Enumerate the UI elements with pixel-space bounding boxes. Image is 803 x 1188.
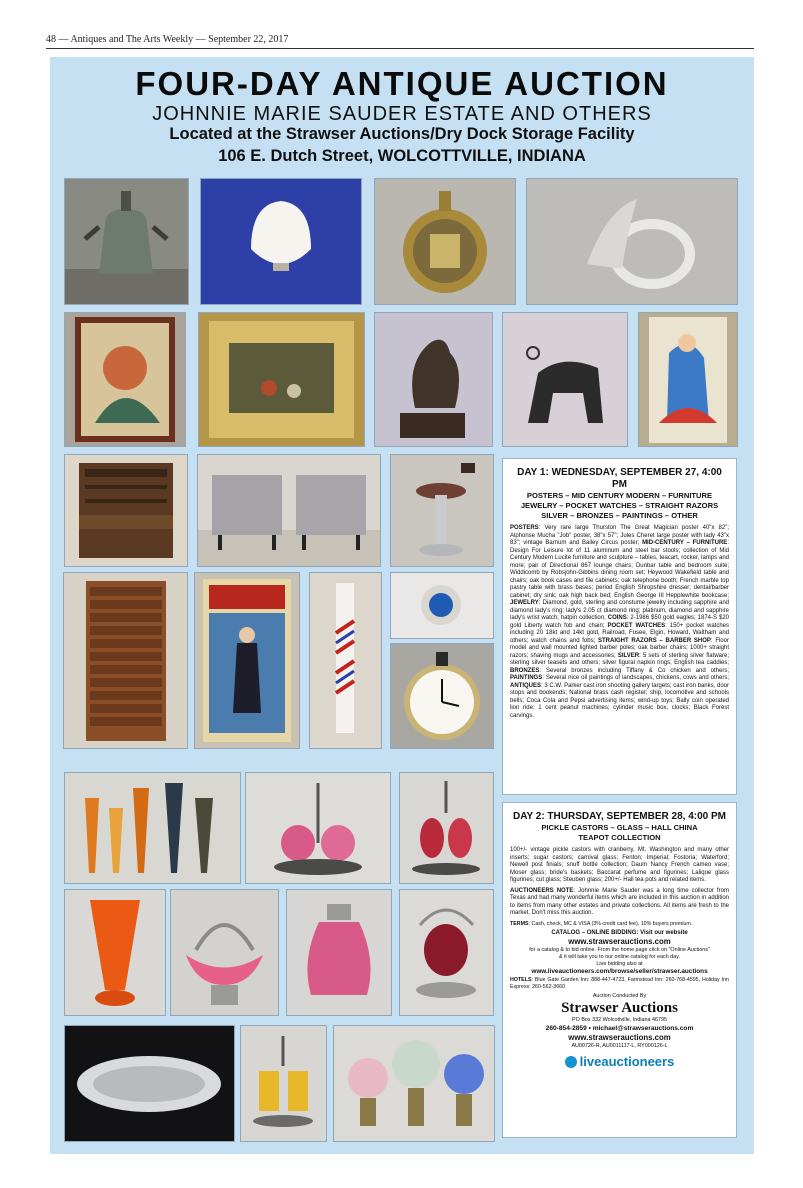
day1-body-text: : Design For Leisure lot of 11 aluminum and steel bar stools; collection of Mid Century Modern Lucite furniture and sculpture – tables, teacart, rocker, lamps and more; pair of Directional 867 lounge chairs; Dunbar table and bedroom suite; Widdicomb by Robsjohn-Gibbins dining room set; Heywood Wakefield table and chairs; oak book cases and file cabinets; oak telephone booth; French marble top pastry table with brass bases; period English Shropshire dresser; dental/barber cabinet; dry sink; oak high back bed; English George III Hepplewhite bookcase; (510, 540, 729, 599)
day2-body: 100+/- vintage pickle castors with cranberry, Mt. Washington and many other inserts; sugar castors; carnival glass; Fenton; Imperial; Fostoria; Waterford; Newell post finials; snuff bottle collection; Daum Nancy French cameo vase; Moser glass; bride's baskets; Baccarat perfume and figurines; Lalique glass figurines; cut glass; Steuben glass; 200+/- Hall tea pots and related items. (510, 847, 729, 883)
day1-body-text: : Very rare large Thurston The Great Magician poster 40"x 82"; Alphonse Mucha "Job" poster, 38"x 57"; Jules Cheret large poster with lady 43"x 83"; vintage Barnum and Bailey Circus poster; (510, 525, 729, 546)
photo-cheret-poster (638, 312, 738, 447)
brand-website[interactable]: www.strawserauctions.com (568, 1033, 671, 1042)
terms-label: TERMS (510, 920, 529, 927)
day1-categories (510, 491, 729, 521)
photo-bronze-rooster (374, 312, 493, 447)
day1-body-label: SILVER (617, 652, 640, 659)
photo-newell-post-finials (333, 1025, 495, 1142)
day2-panel (502, 802, 737, 1138)
brand-name: Strawser Auctions (561, 1000, 678, 1016)
day1-body-label: PAINTINGS (510, 675, 543, 681)
photo-bar-stool (390, 454, 494, 567)
photo-sapphire-ring (390, 572, 494, 639)
photo-castor-amber (240, 1025, 327, 1142)
liveauctioneers-logo (510, 1054, 729, 1069)
catalog-note-2: & it will take you to our online catalog for each day. (559, 954, 680, 960)
photo-orange-vase (64, 889, 166, 1016)
photo-mucha-poster (64, 312, 186, 447)
photo-carnival-vases (64, 772, 241, 884)
photo-cut-glass-tray (64, 1025, 235, 1142)
auctioneers-note (510, 888, 729, 918)
day1-body-text: : Diamond, gold, sterling and constume jewelry including sapphire and diamond lady's ring; lady's 2.05 ct diamond ring; platinum, diamond and sapphire lady's wrist watch; hatpin collection; (510, 600, 729, 621)
website-link[interactable]: www.strawserauctions.com (568, 937, 671, 946)
location-line-2: 106 E. Dutch Street, WOLCOTTVILLE, INDIANA (218, 147, 586, 165)
day1-body-text: : 3 C.W. Parker cast iron shooting gallery targets; cast iron banks, door stops and bookends; National brass cash register; ship, locomotive and schools bells; Coca Cola and Pepsi advertising items; wind-up toys; Bally coin operated lion ride; 1 cent peanut machines; cylinder music box, clocks; Black Forest carvings. (510, 682, 729, 719)
day1-panel (502, 458, 737, 795)
photo-pickle-castor-cranberry (399, 772, 494, 884)
brand-address: PO Box 332 Wolcottville, Indiana 46795 (572, 1017, 667, 1023)
day1-sub3: SILVER – BRONZES – PAINTINGS – OTHER (541, 511, 698, 520)
photo-lounge-chairs (197, 454, 381, 567)
note-text: : Johnnie Marie Sauder was a long time collector from Texas and had many wonderful items which are included in this auction in addition to items from many other estates and private collections. All items are fresh to the market. Don't miss this auction. (510, 887, 729, 916)
photo-brides-basket (170, 889, 279, 1016)
brand-licenses: AU00726-R, AU0011117-L, RY000126-L (571, 1043, 668, 1049)
day1-body-text: : Several bronzes including Tiffany & Co chicken and others; (539, 667, 729, 674)
catalog-heading: CATALOG – ONLINE BIDDING: Visit our website (551, 930, 688, 936)
conducted-by: Auction Conducted By (592, 993, 647, 999)
liveauctioneers-link[interactable]: www.liveauctioneers.com/browse/seller/strawser.auctions (531, 968, 708, 975)
terms (510, 921, 729, 928)
photo-framed-painting (198, 312, 365, 447)
day1-body-label: JEWELRY (510, 600, 539, 606)
photo-barber-pole (309, 572, 382, 749)
live-bidding-note: Live bidding also at (596, 961, 643, 967)
day1-body-label: POSTERS (510, 525, 539, 531)
day2-title: DAY 2: THURSDAY, SEPTEMBER 28, 4:00 PM (512, 811, 727, 822)
day1-body-text: : 2-1986 $50 gold eagles; 1874-S $20 gold Liberty watch fob and chain; (510, 615, 730, 629)
photo-bell (64, 178, 189, 305)
hotels-text: : Blue Gate Garden Inn: 888-447-4723, Farmstead Inn: 260-768-4595, Holiday Inn Express: 260-562-3660 (510, 977, 729, 990)
brand-phone-email: 260-854-2859 • michael@strawserauctions.com (545, 1025, 694, 1032)
masthead: 48 — Antiques and The Arts Weekly — September 22, 2017 (46, 34, 754, 49)
photo-globe-lamp (200, 178, 362, 305)
photo-pickle-castor-double (245, 772, 391, 884)
location-line-1: Located at the Strawser Auctions/Dry Dock Storage Facility (169, 125, 635, 143)
day1-body-label: MID-CENTURY – FURNITURE (642, 540, 728, 546)
logo-dot-icon (565, 1056, 577, 1068)
photo-napkin-ring (526, 178, 738, 305)
hotels (510, 977, 729, 990)
day1-body-text: : Several nice oil paintings of landscapes, chickens, cows and others; (542, 675, 729, 681)
day1-body-text: : Floor model and wall mounted lighted barber poles; oak barber chairs; 1000+ straight razors; shaving mugs and accessories; (510, 637, 729, 659)
day1-body-label: COINS (607, 615, 627, 621)
ad-subtitle: JOHNNIE MARIE SAUDER ESTATE AND OTHERS (152, 103, 652, 125)
day2-categories (510, 823, 729, 843)
day1-body-label: BRONZES (510, 667, 540, 674)
photo-cranberry-syrup (286, 889, 392, 1016)
hotels-label: HOTELS (510, 977, 532, 983)
day1-body-label: ANTIQUES (510, 682, 542, 689)
day2-sub2: TEAPOT COLLECTION (578, 833, 661, 842)
day1-body-label: POCKET WATCHES (607, 622, 666, 629)
photo-railroad-watch (390, 643, 494, 749)
logo-text: liveauctioneers (579, 1054, 675, 1069)
day1-body (510, 525, 729, 720)
day1-sub2: JEWELRY – POCKET WATCHES – STRAIGHT RAZORS (520, 501, 719, 510)
day1-body-text: : 150+ pocket watches including 20 18kt and 14kt gold, Railroad, Fusee, Elgin, Howard, Waltham and others; watch chains and fobs; (510, 622, 729, 644)
photo-pickle-castor-enamel (399, 889, 494, 1016)
photo-file-cabinet (63, 572, 188, 749)
day1-sub1: POSTERS – MID CENTURY MODERN – FURNITURE (526, 491, 713, 500)
day1-title: DAY 1: WEDNESDAY, SEPTEMBER 27, 4:00 PM (517, 467, 722, 490)
photo-thurston-poster (194, 572, 300, 749)
day1-body-label: STRAIGHT RAZORS – BARBER SHOP (598, 637, 711, 644)
photo-bronze-lion (502, 312, 628, 447)
ad-title: FOUR-DAY ANTIQUE AUCTION (135, 65, 669, 102)
photo-shropshire-dresser (64, 454, 188, 567)
note-label: AUCTIONEERS NOTE (510, 887, 574, 894)
day1-body-text: : 5 sets of sterling silver flatware; sterling silver teasets and others; silver figural napkin rings; English tea caddies; (510, 652, 729, 666)
catalog-note-1: for a catalog & to bid online. From the home page click on "Online Auctions" (529, 947, 710, 953)
day2-sub1: PICKLE CASTORS – GLASS – HALL CHINA (541, 823, 698, 832)
photo-pocket-watch (374, 178, 516, 305)
auction-advertisement (50, 57, 754, 1154)
terms-text: : Cash, check, MC & VISA (3% credit card fee), 10% buyers premium. (528, 920, 693, 927)
